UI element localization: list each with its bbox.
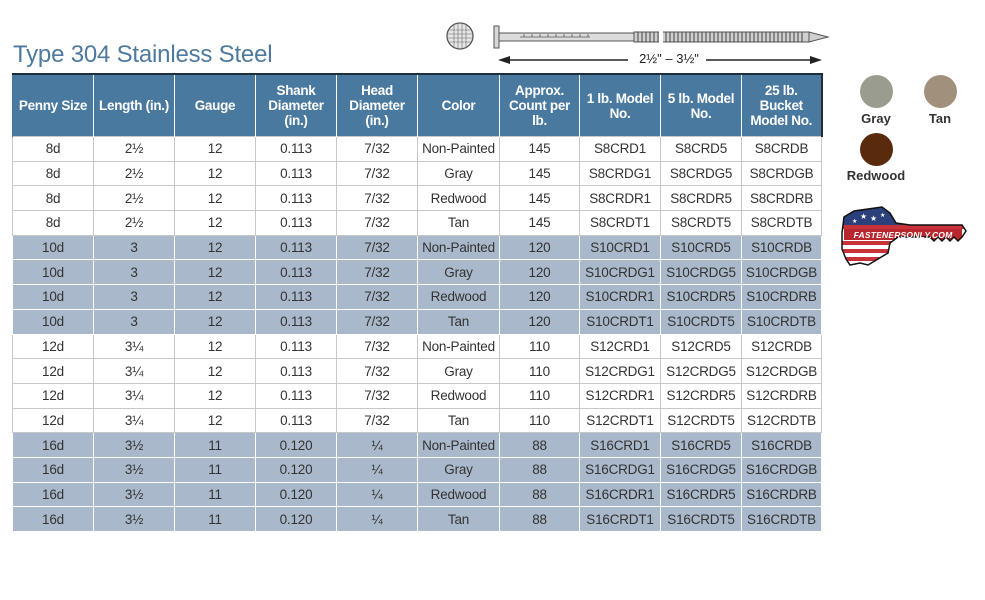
cell-model-1lb: S16CRDT1	[580, 507, 661, 532]
table-row	[13, 408, 822, 433]
header-head-diameter: Head Diameter (in.)	[337, 74, 418, 137]
cell-gauge: 12	[175, 161, 256, 186]
cell-head-diameter: 7/32	[337, 334, 418, 359]
cell-model-25lb: S16CRDB	[742, 433, 822, 458]
table-row	[13, 285, 822, 310]
cell-penny-size: 10d	[13, 260, 94, 285]
cell-color: Tan	[418, 507, 500, 532]
table-header-row	[13, 74, 822, 137]
header-color: Color	[418, 74, 500, 137]
cell-approx-count: 88	[500, 457, 580, 482]
cell-color: Redwood	[418, 285, 500, 310]
table-row	[13, 359, 822, 384]
cell-model-25lb: S12CRDTB	[742, 408, 822, 433]
cell-model-5lb: S10CRDT5	[661, 309, 742, 334]
header-25lb-model: 25 lb. Bucket Model No.	[742, 74, 822, 137]
cell-approx-count: 120	[500, 260, 580, 285]
cell-model-1lb: S12CRD1	[580, 334, 661, 359]
cell-shank-diameter: 0.113	[256, 359, 337, 384]
cell-shank-diameter: 0.113	[256, 309, 337, 334]
tan-swatch	[924, 75, 957, 108]
cell-model-1lb: S12CRDR1	[580, 383, 661, 408]
cell-length: 3	[94, 309, 175, 334]
cell-gauge: 12	[175, 359, 256, 384]
cell-approx-count: 110	[500, 359, 580, 384]
cell-penny-size: 8d	[13, 186, 94, 211]
cell-model-25lb: S10CRDGB	[742, 260, 822, 285]
cell-head-diameter: ¼	[337, 433, 418, 458]
cell-shank-diameter: 0.113	[256, 285, 337, 310]
cell-model-5lb: S12CRDG5	[661, 359, 742, 384]
cell-head-diameter: 7/32	[337, 235, 418, 260]
cell-gauge: 12	[175, 285, 256, 310]
cell-approx-count: 120	[500, 285, 580, 310]
cell-model-1lb: S8CRDR1	[580, 186, 661, 211]
cell-model-25lb: S12CRDB	[742, 334, 822, 359]
cell-approx-count: 110	[500, 383, 580, 408]
redwood-swatch	[860, 133, 893, 166]
cell-model-25lb: S10CRDB	[742, 235, 822, 260]
cell-length: 3½	[94, 457, 175, 482]
cell-model-5lb: S10CRDR5	[661, 285, 742, 310]
length-range-label: 2½" – 3½"	[639, 51, 699, 66]
cell-model-5lb: S8CRDG5	[661, 161, 742, 186]
cell-approx-count: 88	[500, 507, 580, 532]
table-row	[13, 309, 822, 334]
cell-model-1lb: S8CRD1	[580, 137, 661, 162]
cell-approx-count: 110	[500, 408, 580, 433]
cell-color: Gray	[418, 457, 500, 482]
cell-shank-diameter: 0.113	[256, 260, 337, 285]
cell-shank-diameter: 0.113	[256, 334, 337, 359]
cell-model-1lb: S16CRDG1	[580, 457, 661, 482]
cell-approx-count: 120	[500, 309, 580, 334]
cell-color: Redwood	[418, 186, 500, 211]
cell-length: 3½	[94, 507, 175, 532]
cell-color: Redwood	[418, 383, 500, 408]
cell-approx-count: 145	[500, 186, 580, 211]
cell-model-1lb: S16CRD1	[580, 433, 661, 458]
cell-length: 2½	[94, 137, 175, 162]
cell-shank-diameter: 0.120	[256, 507, 337, 532]
cell-head-diameter: ¼	[337, 482, 418, 507]
cell-model-1lb: S10CRDR1	[580, 285, 661, 310]
cell-model-1lb: S10CRDG1	[580, 260, 661, 285]
cell-model-25lb: S16CRDTB	[742, 507, 822, 532]
header-shank-diameter: Shank Diameter (in.)	[256, 74, 337, 137]
cell-penny-size: 10d	[13, 235, 94, 260]
cell-color: Tan	[418, 309, 500, 334]
cell-penny-size: 16d	[13, 457, 94, 482]
cell-head-diameter: 7/32	[337, 211, 418, 236]
cell-shank-diameter: 0.120	[256, 457, 337, 482]
tan-swatch-label: Tan	[928, 111, 952, 126]
cell-approx-count: 88	[500, 433, 580, 458]
cell-gauge: 12	[175, 211, 256, 236]
header-5lb-model: 5 lb. Model No.	[661, 74, 742, 137]
cell-gauge: 11	[175, 482, 256, 507]
svg-text:★: ★	[870, 214, 878, 223]
table-body	[13, 137, 822, 532]
cell-model-25lb: S8CRDGB	[742, 161, 822, 186]
cell-head-diameter: 7/32	[337, 186, 418, 211]
cell-model-25lb: S12CRDGB	[742, 359, 822, 384]
table-row	[13, 260, 822, 285]
cell-length: 3¼	[94, 359, 175, 384]
table-row	[13, 433, 822, 458]
table-row	[13, 211, 822, 236]
cell-approx-count: 120	[500, 235, 580, 260]
cell-penny-size: 16d	[13, 433, 94, 458]
cell-shank-diameter: 0.120	[256, 433, 337, 458]
cell-model-25lb: S8CRDTB	[742, 211, 822, 236]
cell-color: Gray	[418, 359, 500, 384]
cell-head-diameter: 7/32	[337, 260, 418, 285]
cell-model-1lb: S10CRD1	[580, 235, 661, 260]
table-row	[13, 383, 822, 408]
cell-length: 3	[94, 285, 175, 310]
cell-penny-size: 12d	[13, 383, 94, 408]
cell-model-1lb: S8CRDT1	[580, 211, 661, 236]
cell-length: 3¼	[94, 383, 175, 408]
cell-model-5lb: S8CRD5	[661, 137, 742, 162]
cell-shank-diameter: 0.113	[256, 186, 337, 211]
cell-model-1lb: S8CRDG1	[580, 161, 661, 186]
cell-model-5lb: S12CRDR5	[661, 383, 742, 408]
cell-gauge: 11	[175, 433, 256, 458]
cell-model-1lb: S10CRDT1	[580, 309, 661, 334]
cell-head-diameter: 7/32	[337, 408, 418, 433]
cell-color: Non-Painted	[418, 433, 500, 458]
specifications-table	[12, 73, 823, 532]
cell-model-5lb: S8CRDT5	[661, 211, 742, 236]
cell-length: 3½	[94, 433, 175, 458]
nail-diagram	[440, 16, 830, 68]
cell-head-diameter: 7/32	[337, 309, 418, 334]
cell-gauge: 12	[175, 137, 256, 162]
cell-model-1lb: S12CRDG1	[580, 359, 661, 384]
cell-color: Tan	[418, 408, 500, 433]
header-gauge: Gauge	[175, 74, 256, 137]
cell-color: Gray	[418, 260, 500, 285]
header-penny-size: Penny Size	[13, 74, 94, 137]
table-row	[13, 482, 822, 507]
cell-shank-diameter: 0.113	[256, 383, 337, 408]
cell-model-25lb: S10CRDTB	[742, 309, 822, 334]
redwood-swatch-label: Redwood	[846, 168, 906, 183]
page-title: Type 304 Stainless Steel	[13, 41, 273, 68]
cell-color: Non-Painted	[418, 235, 500, 260]
header-approx-count: Approx. Count per lb.	[500, 74, 580, 137]
cell-penny-size: 12d	[13, 359, 94, 384]
svg-text:★: ★	[852, 219, 858, 225]
cell-penny-size: 8d	[13, 211, 94, 236]
fastenersonly-logo[interactable]	[838, 203, 968, 271]
nail-head-top-view-icon	[447, 23, 473, 49]
cell-model-5lb: S10CRD5	[661, 235, 742, 260]
cell-length: 3¼	[94, 334, 175, 359]
cell-gauge: 11	[175, 507, 256, 532]
cell-shank-diameter: 0.113	[256, 161, 337, 186]
cell-penny-size: 12d	[13, 334, 94, 359]
cell-gauge: 12	[175, 309, 256, 334]
cell-model-25lb: S8CRDRB	[742, 186, 822, 211]
cell-gauge: 12	[175, 408, 256, 433]
cell-model-1lb: S16CRDR1	[580, 482, 661, 507]
cell-model-5lb: S8CRDR5	[661, 186, 742, 211]
table-row	[13, 457, 822, 482]
cell-shank-diameter: 0.113	[256, 211, 337, 236]
cell-penny-size: 16d	[13, 482, 94, 507]
gray-swatch	[860, 75, 893, 108]
cell-color: Redwood	[418, 482, 500, 507]
cell-penny-size: 8d	[13, 161, 94, 186]
cell-color: Gray	[418, 161, 500, 186]
cell-approx-count: 145	[500, 161, 580, 186]
table-row	[13, 334, 822, 359]
cell-length: 2½	[94, 211, 175, 236]
cell-head-diameter: 7/32	[337, 137, 418, 162]
cell-head-diameter: ¼	[337, 457, 418, 482]
cell-color: Tan	[418, 211, 500, 236]
cell-color: Non-Painted	[418, 334, 500, 359]
cell-approx-count: 110	[500, 334, 580, 359]
cell-gauge: 12	[175, 334, 256, 359]
cell-head-diameter: 7/32	[337, 359, 418, 384]
gray-swatch-label: Gray	[861, 111, 891, 126]
table-row	[13, 235, 822, 260]
table-row	[13, 161, 822, 186]
logo-text: FASTENERSONLY.COM	[853, 230, 953, 240]
cell-gauge: 12	[175, 260, 256, 285]
cell-model-25lb: S16CRDRB	[742, 482, 822, 507]
cell-shank-diameter: 0.113	[256, 137, 337, 162]
cell-model-5lb: S16CRDR5	[661, 482, 742, 507]
header-length: Length (in.)	[94, 74, 175, 137]
cell-length: 3	[94, 260, 175, 285]
cell-model-5lb: S12CRDT5	[661, 408, 742, 433]
cell-model-25lb: S12CRDRB	[742, 383, 822, 408]
table-row	[13, 507, 822, 532]
cell-approx-count: 145	[500, 211, 580, 236]
cell-head-diameter: 7/32	[337, 285, 418, 310]
cell-length: 3½	[94, 482, 175, 507]
cell-shank-diameter: 0.113	[256, 408, 337, 433]
cell-model-5lb: S12CRD5	[661, 334, 742, 359]
svg-text:★: ★	[880, 213, 886, 219]
cell-length: 2½	[94, 161, 175, 186]
cell-model-1lb: S12CRDT1	[580, 408, 661, 433]
cell-gauge: 11	[175, 457, 256, 482]
cell-approx-count: 145	[500, 137, 580, 162]
header-1lb-model: 1 lb. Model No.	[580, 74, 661, 137]
cell-model-5lb: S10CRDG5	[661, 260, 742, 285]
cell-color: Non-Painted	[418, 137, 500, 162]
svg-text:★: ★	[860, 212, 868, 221]
cell-model-25lb: S10CRDRB	[742, 285, 822, 310]
cell-penny-size: 16d	[13, 507, 94, 532]
cell-penny-size: 12d	[13, 408, 94, 433]
cell-gauge: 12	[175, 383, 256, 408]
cell-head-diameter: ¼	[337, 507, 418, 532]
cell-length: 3¼	[94, 408, 175, 433]
cell-head-diameter: 7/32	[337, 383, 418, 408]
cell-length: 2½	[94, 186, 175, 211]
cell-model-5lb: S16CRDG5	[661, 457, 742, 482]
cell-shank-diameter: 0.120	[256, 482, 337, 507]
cell-penny-size: 10d	[13, 285, 94, 310]
table-row	[13, 186, 822, 211]
table-row	[13, 137, 822, 162]
cell-penny-size: 10d	[13, 309, 94, 334]
cell-model-25lb: S16CRDGB	[742, 457, 822, 482]
cell-model-5lb: S16CRDT5	[661, 507, 742, 532]
cell-gauge: 12	[175, 186, 256, 211]
cell-gauge: 12	[175, 235, 256, 260]
cell-penny-size: 8d	[13, 137, 94, 162]
cell-model-5lb: S16CRD5	[661, 433, 742, 458]
cell-length: 3	[94, 235, 175, 260]
cell-shank-diameter: 0.113	[256, 235, 337, 260]
cell-approx-count: 88	[500, 482, 580, 507]
cell-head-diameter: 7/32	[337, 161, 418, 186]
cell-model-25lb: S8CRDB	[742, 137, 822, 162]
